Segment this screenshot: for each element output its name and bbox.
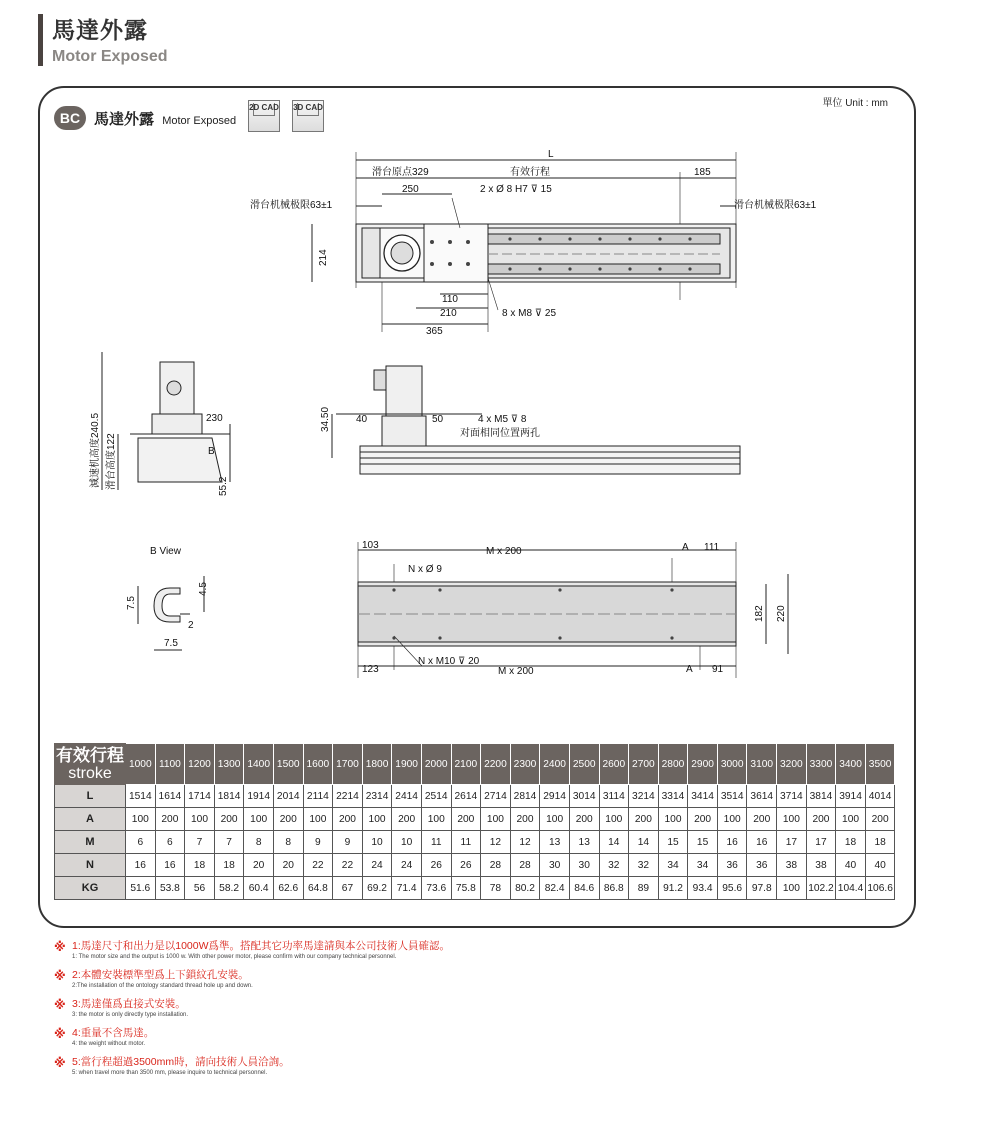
table-cell: 84.6 [569, 877, 599, 900]
page-subtitle: Motor Exposed [52, 48, 168, 65]
note-item [54, 940, 554, 961]
technical-drawing [40, 88, 914, 738]
dim-75a: 7.5 [126, 596, 137, 610]
dim-45: 4.5 [198, 582, 209, 596]
table-cell: 3214 [629, 785, 659, 808]
table-cell: 200 [629, 808, 659, 831]
note-zh: 2:本體安裝標準型爲上下鎖紋孔安裝。 [72, 969, 249, 981]
dim-250: 250 [402, 184, 419, 195]
table-cell: 2814 [510, 785, 540, 808]
table-cell: 24 [362, 854, 392, 877]
table-head-stroke: 2000 [421, 744, 451, 785]
table-cell: 80.2 [510, 877, 540, 900]
table-head-stroke: 1600 [303, 744, 333, 785]
table-cell: 3614 [747, 785, 777, 808]
table-cell: 75.8 [451, 877, 481, 900]
table-row [55, 877, 895, 900]
table-cell: 32 [629, 854, 659, 877]
note-mark: ※ [54, 940, 66, 954]
table-head-stroke: 2400 [540, 744, 570, 785]
table-cell: 40 [865, 854, 895, 877]
table-head-stroke: 3300 [806, 744, 836, 785]
table-row [55, 831, 895, 854]
table-cell: 13 [540, 831, 570, 854]
table-cell: 200 [806, 808, 836, 831]
table-cell: 13 [569, 831, 599, 854]
table-cell: 200 [865, 808, 895, 831]
table-head-zh: 有效行程 [56, 745, 124, 765]
table-cell: 36 [747, 854, 777, 877]
table-row-label: N [55, 854, 126, 877]
dim-mx200-top: M x 200 [486, 546, 522, 557]
table-head-stroke: 3200 [777, 744, 807, 785]
table-cell: 3014 [569, 785, 599, 808]
table-head-stroke: 1300 [214, 744, 244, 785]
table-head-stroke: 2800 [658, 744, 688, 785]
panel-title-en: Motor Exposed [162, 115, 237, 127]
table-cell: 16 [155, 854, 185, 877]
table-cell: 24 [392, 854, 422, 877]
note-item [54, 1056, 554, 1077]
b-view-profile [154, 588, 180, 622]
panel-title-zh: 馬達外露 [94, 111, 155, 128]
table-row [55, 854, 895, 877]
table-cell: 14 [629, 831, 659, 854]
dim-nx9: N x Ø 9 [408, 564, 442, 575]
table-cell: 2414 [392, 785, 422, 808]
table-cell: 32 [599, 854, 629, 877]
table-cell: 2014 [273, 785, 303, 808]
table-cell: 7 [214, 831, 244, 854]
table-head-stroke: 1500 [273, 744, 303, 785]
table-cell: 9 [333, 831, 363, 854]
table-head-stroke: 1800 [362, 744, 392, 785]
table-cell: 200 [214, 808, 244, 831]
dim-110: 110 [442, 294, 458, 305]
table-cell: 10 [392, 831, 422, 854]
table-head-stroke: 3400 [836, 744, 866, 785]
spec-table [54, 743, 895, 900]
table-cell: 100 [836, 808, 866, 831]
table-cell: 3314 [658, 785, 688, 808]
table-cell: 82.4 [540, 877, 570, 900]
table-cell: 2614 [451, 785, 481, 808]
table-row [55, 808, 895, 831]
table-cell: 97.8 [747, 877, 777, 900]
table-cell: 100 [717, 808, 747, 831]
table-row-label: A [55, 808, 126, 831]
table-cell: 3914 [836, 785, 866, 808]
dim-limit-right: 滑台机械极限63±1 [734, 200, 817, 211]
note-en: 5: when travel more than 3500 mm, please inquire to technical personnel. [72, 1070, 268, 1076]
dim-origin: 滑台原点329 [372, 167, 429, 178]
dim-hole: 2 x Ø 8 H7 ⊽ 15 [480, 184, 552, 195]
unit-label: 單位 Unit : mm [822, 98, 888, 109]
dim-122: 滑台高度122 [106, 433, 117, 490]
table-cell: 53.8 [155, 877, 185, 900]
table-head-stroke: 2500 [569, 744, 599, 785]
spec-panel [38, 86, 916, 928]
dim-214: 214 [318, 249, 329, 266]
dim-a-top: A [682, 542, 689, 553]
table-head-stroke: 1000 [126, 744, 156, 785]
table-cell: 67 [333, 877, 363, 900]
dim-m5: 4 x M5 ⊽ 8 [478, 414, 527, 425]
note-en: 2:The installation of the ontology standard thread hole up and down. [72, 983, 253, 989]
dim-220: 220 [776, 605, 787, 622]
table-head-stroke: 1200 [185, 744, 215, 785]
table-cell: 6 [126, 831, 156, 854]
table-cell: 30 [569, 854, 599, 877]
table-cell: 60.4 [244, 877, 274, 900]
dim-m8: 8 x M8 ⊽ 25 [502, 308, 557, 319]
table-cell: 17 [806, 831, 836, 854]
table-cell: 40 [836, 854, 866, 877]
table-cell: 11 [451, 831, 481, 854]
table-cell: 1814 [214, 785, 244, 808]
table-head-stroke: 3000 [717, 744, 747, 785]
table-cell: 30 [540, 854, 570, 877]
dim-230: 230 [206, 413, 223, 424]
table-head-label [55, 744, 126, 785]
dim-2405: 減速机高度240.5 [90, 412, 101, 488]
table-cell: 15 [688, 831, 718, 854]
table-cell: 200 [510, 808, 540, 831]
table-head-stroke: 1100 [155, 744, 185, 785]
note-item [54, 969, 554, 990]
table-cell: 20 [273, 854, 303, 877]
note-zh: 1:馬達尺寸和出力是以1000W爲準。搭配其它功率馬達請與本公司技術人員確認。 [72, 940, 451, 952]
dim-552: 55.2 [218, 476, 229, 496]
dim-limit-left: 滑台机械极限63±1 [250, 200, 333, 211]
dim-a-bot: A [686, 664, 693, 675]
dim-123: 123 [362, 664, 379, 675]
table-head-stroke: 3500 [865, 744, 895, 785]
table-cell: 28 [510, 854, 540, 877]
table-cell: 1514 [126, 785, 156, 808]
table-cell: 36 [717, 854, 747, 877]
table-cell: 73.6 [421, 877, 451, 900]
table-cell: 86.8 [599, 877, 629, 900]
table-row-label: M [55, 831, 126, 854]
dim-mx200-bot: M x 200 [498, 666, 534, 677]
table-cell: 3814 [806, 785, 836, 808]
table-row-label: L [55, 785, 126, 808]
page-title: 馬達外露 [52, 17, 148, 43]
dim-stroke: 有效行程 [510, 167, 550, 178]
table-cell: 3514 [717, 785, 747, 808]
table-head-stroke: 2300 [510, 744, 540, 785]
table-cell: 22 [303, 854, 333, 877]
table-cell: 95.6 [717, 877, 747, 900]
table-cell: 104.4 [836, 877, 866, 900]
table-cell: 16 [717, 831, 747, 854]
table-cell: 100 [658, 808, 688, 831]
table-cell: 12 [481, 831, 511, 854]
note-zh: 4:重量不含馬達。 [72, 1027, 155, 1039]
table-cell: 26 [451, 854, 481, 877]
table-cell: 3114 [599, 785, 629, 808]
table-cell: 26 [421, 854, 451, 877]
table-header-row [55, 744, 895, 785]
dim-50: 50 [432, 414, 444, 425]
note-en: 1: The motor size and the output is 1000 w. With other power motor, please confirm with our company technical personnel. [72, 954, 397, 960]
table-cell: 100 [599, 808, 629, 831]
table-cell: 8 [244, 831, 274, 854]
dim-3450: 34.50 [320, 406, 331, 432]
table-cell: 100 [185, 808, 215, 831]
table-cell: 3714 [777, 785, 807, 808]
table-cell: 18 [865, 831, 895, 854]
notes-section [54, 940, 554, 1085]
note-mark: ※ [54, 1056, 66, 1070]
table-cell: 11 [421, 831, 451, 854]
table-cell: 56 [185, 877, 215, 900]
table-cell: 18 [214, 854, 244, 877]
dim-210: 210 [440, 308, 457, 319]
table-head-stroke: 1700 [333, 744, 363, 785]
table-cell: 1614 [155, 785, 185, 808]
table-cell: 100 [777, 877, 807, 900]
dim-m10: N x M10 ⊽ 20 [418, 656, 480, 667]
header-accent-bar [38, 14, 43, 66]
table-cell: 100 [540, 808, 570, 831]
note-item [54, 1027, 554, 1048]
table-cell: 100 [303, 808, 333, 831]
top-view-carriage [424, 224, 488, 282]
table-head-stroke: 2900 [688, 744, 718, 785]
table-cell: 2114 [303, 785, 333, 808]
table-cell: 200 [747, 808, 777, 831]
table-cell: 100 [244, 808, 274, 831]
table-cell: 28 [481, 854, 511, 877]
dim-365: 365 [426, 326, 443, 337]
dim-91: 91 [712, 664, 724, 675]
table-cell: 1914 [244, 785, 274, 808]
dim-75b: 7.5 [164, 638, 178, 649]
table-cell: 93.4 [688, 877, 718, 900]
table-cell: 38 [806, 854, 836, 877]
table-cell: 200 [333, 808, 363, 831]
table-cell: 100 [777, 808, 807, 831]
table-cell: 22 [333, 854, 363, 877]
table-cell: 1714 [185, 785, 215, 808]
table-cell: 78 [481, 877, 511, 900]
table-cell: 64.8 [303, 877, 333, 900]
table-head-stroke: 3100 [747, 744, 777, 785]
table-cell: 200 [273, 808, 303, 831]
table-head-stroke: 1400 [244, 744, 274, 785]
label-b: B [208, 446, 215, 457]
table-cell: 71.4 [392, 877, 422, 900]
table-cell: 2214 [333, 785, 363, 808]
table-cell: 2314 [362, 785, 392, 808]
dim-40: 40 [356, 414, 368, 425]
table-cell: 200 [688, 808, 718, 831]
dim-L: L [548, 149, 554, 160]
side-rail [360, 446, 740, 474]
side-motor-right [386, 366, 422, 416]
b-view-title: B View [150, 546, 181, 557]
cad-3d-label: 3D CAD [293, 103, 323, 112]
table-cell: 91.2 [658, 877, 688, 900]
table-cell: 2714 [481, 785, 511, 808]
table-cell: 100 [421, 808, 451, 831]
table-cell: 58.2 [214, 877, 244, 900]
table-cell: 100 [126, 808, 156, 831]
dim-2: 2 [188, 620, 194, 631]
table-cell: 8 [273, 831, 303, 854]
table-head-stroke: 2700 [629, 744, 659, 785]
table-cell: 106.6 [865, 877, 895, 900]
note-en: 3: the motor is only directly type installation. [72, 1012, 189, 1018]
table-cell: 102.2 [806, 877, 836, 900]
table-cell: 34 [658, 854, 688, 877]
table-cell: 17 [777, 831, 807, 854]
note-mark: ※ [54, 998, 66, 1012]
note-item [54, 998, 554, 1019]
table-cell: 10 [362, 831, 392, 854]
table-cell: 16 [126, 854, 156, 877]
table-cell: 200 [155, 808, 185, 831]
table-cell: 89 [629, 877, 659, 900]
table-cell: 2914 [540, 785, 570, 808]
table-cell: 100 [362, 808, 392, 831]
note-en: 4: the weight without motor. [72, 1041, 146, 1047]
table-cell: 20 [244, 854, 274, 877]
table-cell: 16 [747, 831, 777, 854]
dim-103: 103 [362, 540, 379, 551]
table-cell: 38 [777, 854, 807, 877]
dim-185: 185 [694, 167, 711, 178]
table-cell: 200 [392, 808, 422, 831]
model-badge: BC [54, 106, 86, 130]
table-cell: 34 [688, 854, 718, 877]
table-row [55, 785, 895, 808]
table-head-stroke: 2100 [451, 744, 481, 785]
table-cell: 62.6 [273, 877, 303, 900]
table-row-label: KG [55, 877, 126, 900]
table-cell: 200 [569, 808, 599, 831]
note-mark: ※ [54, 969, 66, 983]
side-body-left [138, 438, 222, 482]
table-head-stroke: 2600 [599, 744, 629, 785]
table-head-en: stroke [68, 764, 112, 782]
note-mark: ※ [54, 1027, 66, 1041]
table-cell: 51.6 [126, 877, 156, 900]
table-cell: 4014 [865, 785, 895, 808]
table-cell: 2514 [421, 785, 451, 808]
table-head-stroke: 2200 [481, 744, 511, 785]
table-cell: 15 [658, 831, 688, 854]
table-cell: 7 [185, 831, 215, 854]
table-cell: 69.2 [362, 877, 392, 900]
table-cell: 3414 [688, 785, 718, 808]
table-cell: 18 [836, 831, 866, 854]
dim-m5-note: 对面相同位置两孔 [460, 428, 540, 439]
table-cell: 14 [599, 831, 629, 854]
table-cell: 12 [510, 831, 540, 854]
table-cell: 200 [451, 808, 481, 831]
table-cell: 9 [303, 831, 333, 854]
dim-111: 111 [704, 542, 720, 553]
table-head-stroke: 1900 [392, 744, 422, 785]
table-cell: 18 [185, 854, 215, 877]
table-cell: 6 [155, 831, 185, 854]
note-zh: 3:馬達僅爲直接式安裝。 [72, 998, 186, 1010]
note-zh: 5:當行程超過3500mm時，請向技術人員洽詢。 [72, 1056, 290, 1068]
dim-182: 182 [754, 605, 765, 622]
table-cell: 100 [481, 808, 511, 831]
cad-2d-label: 2D CAD [249, 103, 279, 112]
